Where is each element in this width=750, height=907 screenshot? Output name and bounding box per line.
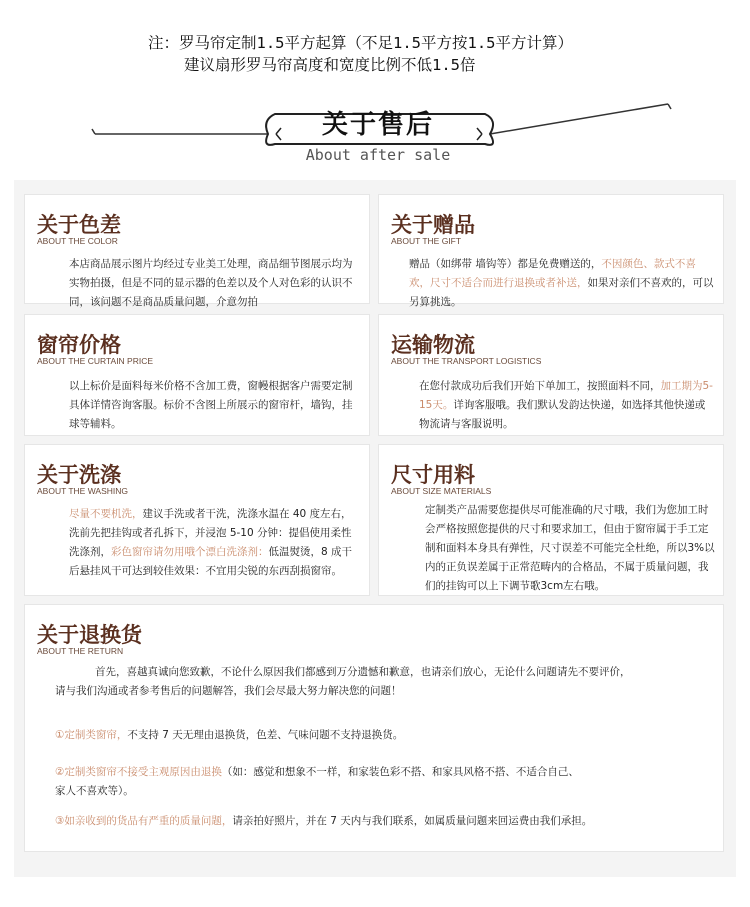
- card-gift-title: 关于赠品: [391, 212, 475, 237]
- card-size-body: 定制类产品需要您提供尽可能准确的尺寸哦，我们为您加工时会严格按照您提供的尺寸和要求加工，但由于窗帘属于手工定制和面料本身具有弹性，尺寸误差不可能完全杜绝，所以3%以内的正负误差属于正常范畴内的合格品，不属于质量问题，我们的挂钩可以上下调节歌3cm左右哦。: [425, 504, 715, 592]
- card-price-title: 窗帘价格: [37, 332, 121, 357]
- card-returns-item2-text2: 家人不喜欢等）。: [55, 785, 134, 797]
- card-price-subtitle: ABOUT THE CURTAIN PRICE: [37, 356, 154, 366]
- card-returns-subtitle: ABOUT THE RETURN: [37, 646, 124, 656]
- card-washing-body: [69, 505, 357, 581]
- card-logistics-subtitle: ABOUT THE TRANSPORT LOGISTICS: [391, 356, 542, 366]
- card-gift-body-warn: 不因颜色、款式不喜欢，尺寸不适合而进行退换或者补送，: [409, 258, 696, 289]
- card-returns-item3: [55, 812, 715, 831]
- card-logistics-body-b: 详询客服哦。我们默认发韵达快递，如选择其他快递或物流请与客服说明。: [419, 399, 706, 430]
- card-gift: [378, 194, 724, 308]
- card-logistics-title: 运输物流: [391, 332, 475, 357]
- card-washing-body-a: 建议手洗或者干洗，洗涤水温在 40 度左右，洗前先把挂钩或者孔拆下，并浸泡 5-10 分钟：提倡使用柔性洗涤剂，: [69, 508, 352, 558]
- card-logistics: [378, 314, 724, 436]
- card-washing-body-warn2: 彩色窗帘请勿用哦个漂白洗涤剂：: [111, 546, 269, 558]
- card-washing: [24, 444, 370, 596]
- after-sale-banner: [0, 100, 750, 180]
- card-returns-item2-text: （如：感觉和想象不一样，和家装色彩不搭、和家具风格不搭、不适合自己、: [221, 766, 579, 778]
- card-color-body: 本店商品展示图片均经过专业美工处理，商品细节图展示均为实物拍摄，但是不同的显示器的色差以及个人对色彩的认识不同，该问题不是商品质量问题，介意勿拍: [69, 258, 353, 308]
- card-returns-intro2: 请与我们沟通或者参考售后的问题解答，我们会尽最大努力解决您的问题！: [55, 685, 402, 697]
- card-color: [24, 194, 370, 308]
- card-returns-item2-warn: ②定制类窗帘不接受主观原因由退换: [55, 766, 222, 778]
- card-color-title: 关于色差: [37, 212, 121, 237]
- card-price-body: 以上标价是面料每米价格不含加工费，窗幔根据客户需要定制具体详情咨询客服。标价不含图上所展示的窗帘杆，墙钩，挂球等辅料。: [69, 380, 353, 430]
- card-logistics-body: [419, 377, 715, 434]
- card-logistics-body-warn: 加工期为5-15天。: [419, 380, 713, 411]
- card-gift-body-b: 如果对亲们不喜欢的，可以另算挑选。: [409, 277, 714, 308]
- card-gift-body: [409, 255, 715, 312]
- card-returns: [24, 604, 724, 852]
- card-returns-item1-text: 不支持 7 天无理由退换货，色差、气味问题不支持退换货。: [127, 729, 404, 741]
- card-size: [378, 444, 724, 596]
- size-note-line2: 建议扇形罗马帘高度和宽度比例不低1.5倍: [184, 56, 476, 74]
- banner-subtitle: About after sale: [305, 146, 451, 164]
- card-returns-item1: [55, 726, 715, 745]
- banner-title: 关于售后: [321, 110, 434, 140]
- card-logistics-body-a: 在您付款成功后我们开始下单加工，按照面料不同，: [419, 380, 661, 392]
- card-price: [24, 314, 370, 436]
- card-returns-item2: [55, 763, 715, 801]
- card-size-subtitle: ABOUT SIZE MATERIALS: [391, 486, 492, 496]
- card-washing-body-b: 低温熨烫，8 成干后悬挂风干可达到较佳效果：不宜用尖锐的东西刮损窗帘。: [69, 546, 353, 577]
- card-returns-intro: [55, 663, 715, 701]
- card-returns-item3-warn: ③如亲收到的货品有严重的质量问题，: [55, 815, 233, 827]
- card-gift-body-a: 赠品（如绑带 墙钩等）都是免费赠送的，: [409, 258, 602, 270]
- card-washing-subtitle: ABOUT THE WASHING: [37, 486, 128, 496]
- card-color-subtitle: ABOUT THE COLOR: [37, 236, 118, 246]
- card-washing-body-warn1: 尽量不要机洗，: [69, 508, 143, 520]
- size-note-line1: 注：罗马帘定制1.5平方起算（不足1.5平方按1.5平方计算）: [148, 34, 573, 52]
- card-returns-item1-warn: ①定制类窗帘，: [55, 729, 128, 741]
- card-size-title: 尺寸用料: [391, 462, 475, 487]
- card-gift-subtitle: ABOUT THE GIFT: [391, 236, 462, 246]
- card-returns-intro1: 首先，喜越真诚向您致歉，不论什么原因我们都感到万分遗憾和歉意，也请亲们放心，无论什么问题请先不要评价，: [95, 666, 631, 678]
- card-returns-item3-text: 请亲拍好照片，并在 7 天内与我们联系，如属质量问题来回运费由我们承担。: [232, 815, 593, 827]
- after-sale-panel: [14, 180, 736, 877]
- card-returns-title: 关于退换货: [37, 622, 142, 647]
- card-washing-title: 关于洗涤: [37, 462, 121, 487]
